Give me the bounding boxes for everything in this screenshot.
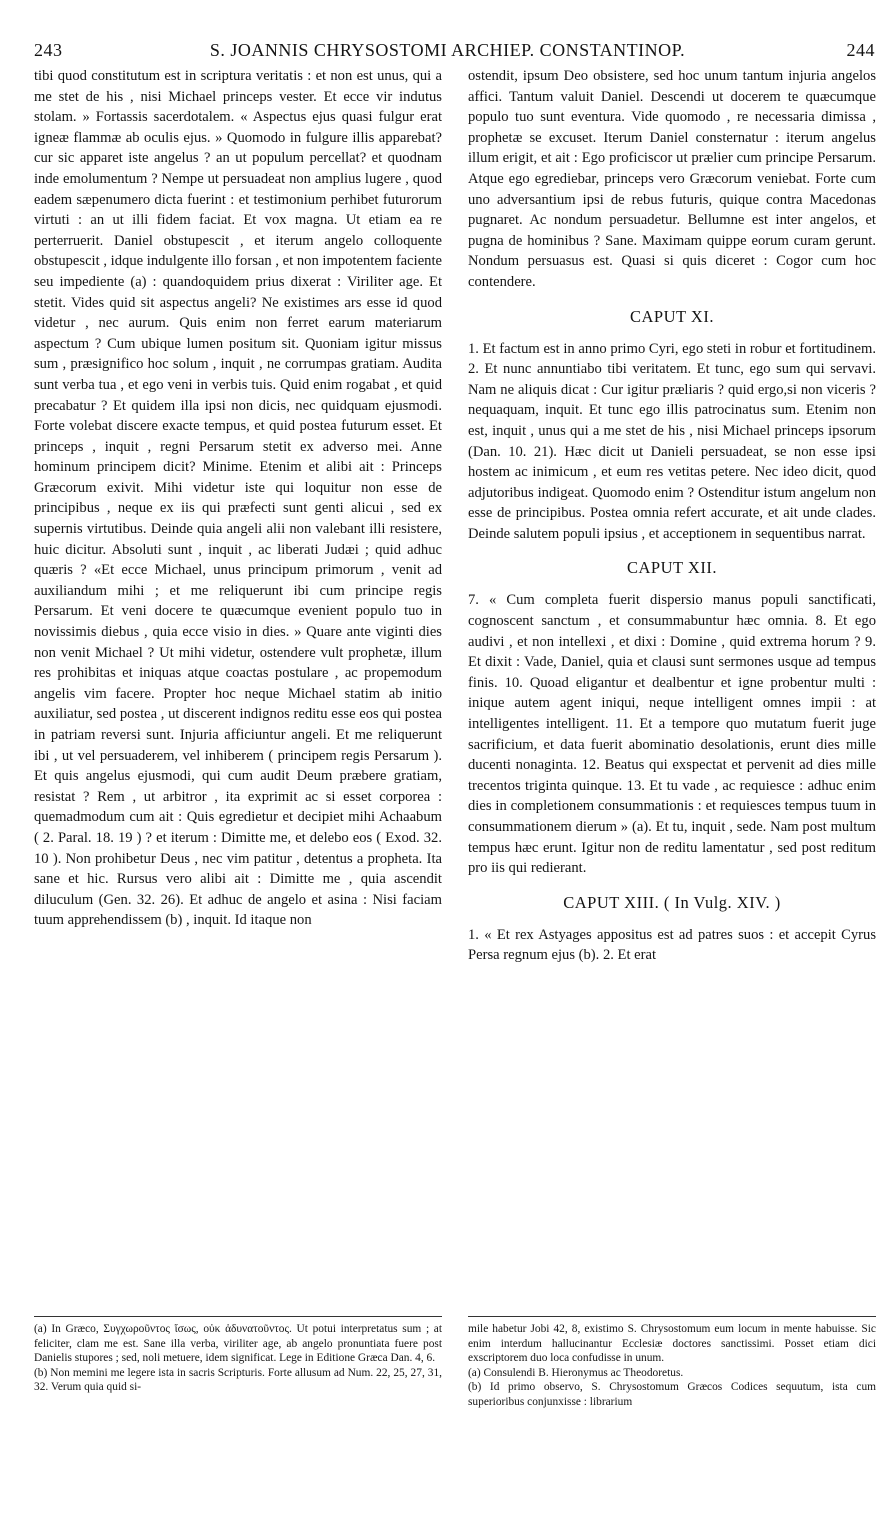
- right-column: [468, 66, 876, 966]
- footnote-a-right: (a) Consulendi B. Hieronymus ac Theodoretus.: [468, 1366, 684, 1379]
- running-header: [0, 40, 895, 66]
- left-body-text: tibi quod constitutum est in scriptura veritatis : et non est unus, qui a me stet de his , nisi Michael princeps vester. Et ecce vir indutus stolam. » Fortassis sacerdotalem. « Aspectus ejus quasi fulgur erat igneæ flammæ ab oculis ejus. » Quomodo in fulgure illis apparebat? cur sic apparet iste angelus ? an ut populum percellat? et quodnam inde emolumentum ? Nempe ut persuadeat non amplius lugere , quod eadem sæpenumero dicta fuerint : et testimonium perhibet futurorum virtuti : an ut illi fidem faciat. Et vox magna. Ut etiam ea re perterruerit. Daniel obstupescit , et iterum angelo colloquente obstupescit , idque indulgente illo forsan , et non impotentem faciente seu impediente (a) : quandoquidem prius dixerat : Viriliter age. Et stetit. Vides quid sit aspectus angeli? Ne existimes ars esse id quod videtur , nec aurum. Quis enim non ferret earum materiarum aspectum ? Cum ubique lumen positum sit. Quoniam igitur missus sum , præsignifico hoc solum , inquit , ne corrumpas gratiam. Audita sunt verba tua , et ego veni in verbis tuis. Quid enim rogabat , et quid precabatur ? Et quidem illa ipsi non dicis, nec quidquam ejusmodi. Forte volebat discere exacte tempus, et quid postea futurum esset. Et princeps , inquit , regni Persarum stetit ex adverso mei. Anne hominum principem dicit? Minime. Etenim et alibi ait : Princeps Græcorum exivit. Mihi videtur iste qui loquitur non esse de principibus , neque ex iis qui præfecti sunt genti alicui , sed ex supernis virtutibus. Deinde quia angeli alii non valebant illi resistere, huic dicitur. Absoluti sunt , inquit , ac liberati Judæi ; quid adhuc quæris ? «Et ecce Michael, unus principum primorum , venit ad auxiliandum mihi ; et me reliquerunt ibi cum principe regis Persarum. Et veni docere te quæcumque evenient populo tuo in novissimis diebus , quia ecce visio in dies. » Quare ante viginti dies non venit Michael ? Ut mihi videtur, ostendere vult prophetæ, illum res prohibitas et iniquas atque coactas postulare , ac propemodum angelis vim facere. Propter hoc neque Michael statim ab initio auxiliatur, sed postea , ut discerent indignos reditu esse eos qui postea in patriam reversi sunt. Injuria afficiuntur angeli. Et me reliquerunt ibi , ut vel persuaderem, vel inhiberem ( principem regis Persarum ). Et quis angelus ejusmodi, qui cum audit Deum præbere gratiam, resistat ? Rem , ut arbitror , ita exprimit ac si esset corporea : quemadmodum cum ait : Quis egredietur et decipiet mihi Achaabum ( 2. Paral. 18. 19 ) ? et iterum : Dimitte me, et delebo eos ( Exod. 32. 10 ). Non prohibetur Deus , nec vim patitur , detentus a propheta. Ita sane et hic. Rursus vero alibi ait : Dimitte me , quia ascendit diluculum (Gen. 32. 26). Et adhuc de angelo et asina : Nisi faciam tuum apprehendissem (b) , inquit. Id itaque non: [34, 68, 442, 929]
- left-footnotes: [34, 1322, 442, 1395]
- footnote-b-right: (b) Id primo observo, S. Chrysostomum Græcos Codices sequutum, ista cum superioribus conjunxisse : librarium: [468, 1381, 876, 1408]
- right-body-text-4: 1. « Et rex Astyages appositus est ad patres suos : et accepit Cyrus Persa regnum ejus (b). 2. Et erat: [468, 926, 876, 964]
- right-body-text-3: 7. « Cum completa fuerit dispersio manus populi sanctificati, cognoscent sanctum , et consummabuntur hæc omnia. 8. Et ego audivi , et non intellexi , et dixi : Domine , quid extrema horum ? 9. Et dixit : Vade, Daniel, quia et clausi sunt sermones usque ad tempus finis. 10. Quoad eligantur et dealbentur et igne probentur multi : inique autem agent iniqui, neque intelligent omnes impii : at intelligentes intelligent. 11. Et a tempore quo mutatum fuerit juge sacrificium, et data fuerit abominatio desolationis, erunt dies mille ducenti nonaginta. 12. Beatus qui exspectat et pervenit ad dies mille trecentos triginta quinque. 13. Et tu vade , ac requiesce : adhuc enim dies in completionem consummationis : et requiesces tempus tuum in consummationem dierum » (a). Et tu, inquit , sede. Nam post multum tempus hæc erunt. Igitur non de reditu lamentatur , sed post reditum pro iis qui redierant.: [468, 592, 876, 877]
- right-body-text-1: ostendit, ipsum Deo obsistere, sed hoc unum tantum injuria angelos affici. Tantum valuit Daniel. Descendi ut docerem te quæcumque populo tuo sunt eventura. Vide quomodo , re necessaria dimissa , prophetæ se excuset. Iterum Daniel consternatur : iterum angelus illum erigit, et ait : Ego proficiscor ut prælier cum principe Persarum. Atque ego egrediebar, princeps vero Græcorum veniebat. Forte cum uno adversantium ipsi de rebus futuris, quique contra Macedonas pugnaret. Ac nondum persuadetur. Bellumne est inter angelos, et pugna de hominibus ? Sane. Maximam quippe eorum curam gerunt. Nondum persuasus est. Quasi si quis diceret : Cogor cum hoc contendere.: [468, 68, 876, 290]
- right-footnote-rule: [468, 1316, 876, 1317]
- page-number-right: 244: [846, 40, 875, 60]
- right-footnotes: [468, 1322, 876, 1410]
- caput-xi-heading: CAPUT XI.: [630, 306, 714, 326]
- page-number-left: 243: [34, 40, 63, 60]
- caput-xiii-heading: CAPUT XIII. ( In Vulg. XIV. ): [563, 892, 781, 912]
- footnote-b: (b) Non memini me legere ista in sacris Scripturis. Forte allusum ad Num. 22, 25, 27, 31, 32. Verum quia quid si-: [34, 1366, 442, 1394]
- caput-xii-heading: CAPUT XII.: [627, 558, 717, 578]
- footnote-a: (a) In Græco, Συγχωροῦντος ἴσως, οὐκ ἀδυνατοῦντος. Ut potui interpretatus sum ; at feliciter, clam me est. Sane illa verba, viriliter age, ab angelo pronuntiata fuere post Danielis stupores ; sed, noli metuere, idem significat. Lege in Editione Græca Dan. 4, 6.: [34, 1323, 442, 1365]
- footnote-continued: mile habetur Jobi 42, 8, existimo S. Chrysostomum eum locum in mente habuisse. Sic enim interdum hallucinantur Ecclesiæ doctores sanctissimi. Posset etiam dici exscriptorem duo loca confudisse in unum.: [468, 1323, 876, 1365]
- left-column: [34, 66, 442, 931]
- running-title: S. JOANNIS CHRYSOSTOMI ARCHIEP. CONSTANTINOP.: [209, 40, 686, 60]
- right-body-text-2: 1. Et factum est in anno primo Cyri, ego steti in robur et fortitudinem. 2. Et nunc annuntiabo tibi veritatem. Et tunc, ego sum qui servavi. Nam ne aliquis dicat : Cur igitur præliaris ? quid ergo,si non viceris ? nequaquam, inquit. Et tunc ego illis patrocinatus sum. Etenim non est, inquit , unus qui a me stet de his , nisi Michael princeps ipsorum (Dan. 10. 21). Hæc dicit ut Danieli persuadeat, se non esse ipsi hostem ac inimicum , et eum res vetitas petere. Nec ideo dicit, quod adjutoribus indigeat. Quomodo enim ? Ostenditur istum angelum non esse de principibus. Postea omnia refert accurate, et ait unde clades. Deinde salutem populi ipsius , et acceptionem in sequentibus narrat.: [468, 340, 876, 542]
- left-footnote-rule: [34, 1316, 442, 1317]
